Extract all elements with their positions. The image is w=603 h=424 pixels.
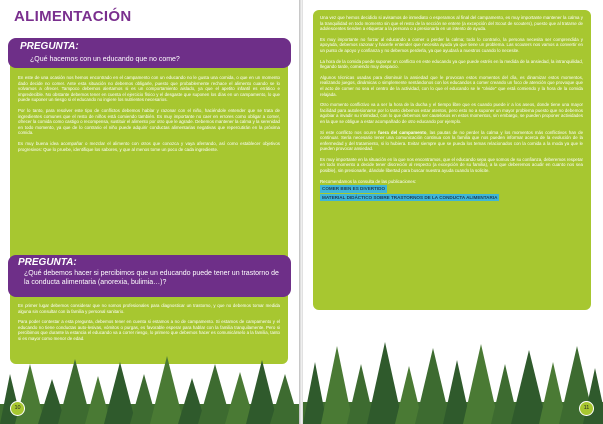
forest-illustration-right <box>303 324 603 424</box>
paragraph: La hora de la comida puede suponer un conflicto en este educando ya que puede estrés en la medida de la ansiedad, la intranquilidad, llegando tarde, comiendo muy despacio. <box>320 58 583 70</box>
recommendation-1: COMER BIEN ES DIVERTIDO <box>322 186 386 192</box>
paragraph: Es muy importante no forzar al educando a comer o perder la calma; todo lo contrario, la persona necesita ser comprendida y apoyada, debemos razonar y hacerle entender que necesita ayuda ya que tiene un problema. Las scouters nos vamos a convertir en un punto de apoyo y confianza y no debemos perderla, ya que ayudará a nuestros cuando lo necesite. <box>320 36 583 53</box>
paragraph: En este de una ocasión nos hemos encontrado en el campamento con un educando no le gusta una comida, o que en un momento dado decide no comer. Ante esta situación no debemos obligarle, puesto que probablemente rechace el alimento cuando se lo volvamos a ofrecer. Tampoco debemos alertarnos si es un comportamiento aislado, ya que el apetito infantil es errático e impredecible. No obstante debemos tener en cuenta el ejercicio físico y el desgaste que suponen los días en un campamento, lo que puede suponer un riesgo si el educando no ingiere los nutrientes necesarios. <box>18 75 280 103</box>
paragraph: Por lo tanto, para resolver este tipo de conflictos debemos hablar y razonar con el niño, haciéndole entender que se trata de ingredientes comunes que el resto de niños está comiendo también. Es muy importante no caer en errores como obligar a comer, ofrecer la comida como castigo o recompensa, sustituir el alimento por otro que le agrade. Debemos mantener la calma y la serenidad en todo momento, ya que de lo contrario el niño puede adquirir conductas alimentarias negativas que repercutirán en la próxima comida. <box>18 107 280 136</box>
question-label-2: PREGUNTA: <box>18 257 77 268</box>
paragraph: Para poder contestar a esta pregunta, debemos tener en cuenta si estamos a no de campamento. Si estamos de campamento y el educando no tiene conductas auto-lesivas, vómitos o purgas, es favorable esperar para hablar con la familia tranquilamente. Pero si percibimos que durante la estancia el educando va a correr riesgo, lo primero que debemos hacer es comunicárselo a la familia, tanto si es mayor como menor de edad. <box>18 319 280 341</box>
question-label-1: PREGUNTA: <box>20 41 79 52</box>
forest-illustration-left <box>0 334 300 424</box>
section-title: ALIMENTACIÓN <box>14 8 132 25</box>
bold-span: fuera del campamento <box>378 129 427 135</box>
recommendation-2: MATERIAL DIDÁCTICO SOBRE TRASTORNOS DE LA CONDUCTA ALIMENTARIA <box>322 194 498 200</box>
paragraph: Algunos técnicas usadas para disminuir la ansiedad que le provocan estos momentos del día, es dinamizar estos momentos, realizando juegos, dinámicas o simplemente sentándonos con los educandos a comer creando un foco de atención que provoque que el acto de comer no sea el centro de la actividad, con lo que el educando se le "olvide" que está comiendo y la hora de la comida relajada. <box>320 74 583 97</box>
question-text-1: ¿Qué hacemos con un educando que no come? <box>30 56 180 63</box>
paragraph: Una vez que hemos decidido si avisamos de inmediato o esperamos al final del campamento, es muy importante mantener la calma y la tranquilidad en todo momento sin que el resto de la sección se entere (a excepción del Scout de scouters), puesto que al tratarse de adolescentes tienden a etiquetar a la persona o a presionarla en un intento de ayuda. <box>320 15 583 32</box>
page-number-right: 11 <box>579 401 594 416</box>
text-span: Si este conflicto nos ocurre <box>320 129 379 135</box>
page-number-left: 10 <box>10 401 25 416</box>
question-text-2: ¿Qué debemos hacer si percibimos que un educando puede tener un trastorno de la conducta alimentaria (anorexia, bulimia…)? <box>24 270 279 286</box>
recommend-intro: Recomendamos la consulta de las publicaciones: <box>320 178 417 184</box>
right-page-text <box>320 15 583 201</box>
paragraph: Otro momento conflictivo va a ser la hora de la ducha y el tiempo libre que es cuando puede ir a los aseos, donde tiene una mayor facilidad para autolesionarse por lo tanto debemos estar atentos, pero esto no a suponer un mayor problema puesto que no debemos agobiar a invadir su intimidad, con lo que debemos ser cautelosos en estos momentos, sin embargo, se pueden proponer actividades en la que se obligue a estar acompañado de otro educando por ejemplo. <box>320 102 583 124</box>
paragraph-outside-camp <box>320 130 583 152</box>
question-answer-1 <box>18 75 280 157</box>
left-page <box>0 0 300 424</box>
paragraph: En primer lugar debemos considerar que no somos profesionales para diagnosticar un trastorno, y que no debemos tomar medida alguna sin consultar con la familia y personal sanitario. <box>18 303 280 314</box>
right-page <box>303 0 603 424</box>
paragraph: Es muy importante en la situación en la que nos encontramos, que el educando sepa que somos de su confianza, deberemos respetar en todo momento a decide tener discreción al respecto (a excepción de su familia), a la que deberemos acudir en cuanto nos sea posible), sin presionarle, dándole libertad para buscar nuestra ayuda cuando la solicite. <box>320 156 583 174</box>
text-span: , las pautas de no perder la calma y los momentos más conflictivos han de continuar. Sería necesario tener una comunicación continua con la familia que nos pueden informar acerca de la evolución de la enfermedad y del tratamiento, si lo hubiera. Evitar siempre que se pueda los temas relacionados con la comida a la moda ya que le pueden provocar ansiedad. <box>320 129 584 152</box>
paragraph: Es muy buena idea acompañar o mezclar el alimento con otros que conozca y vaya aferrando, así como establecer objetivos progresivos: Que lo pruebe, identifique los sabores, y que al menos tome un poco de cada ingrediente. <box>18 140 280 152</box>
